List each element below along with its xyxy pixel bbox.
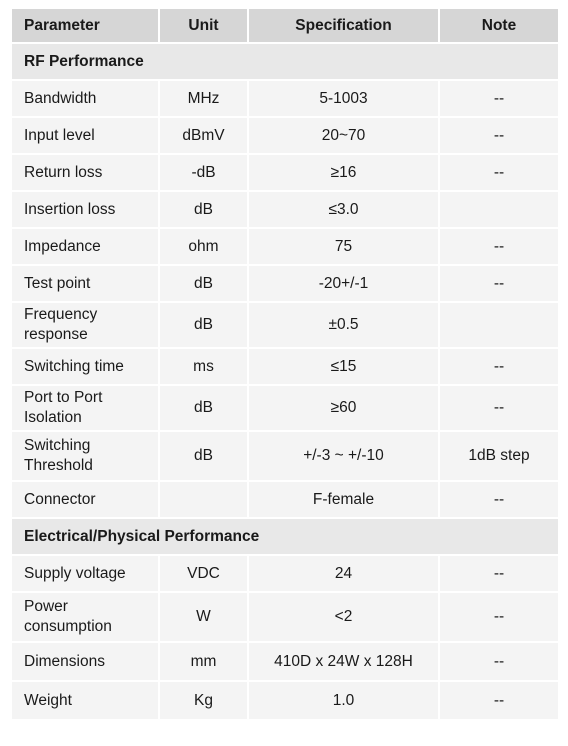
cell-parameter: Bandwidth xyxy=(11,80,159,117)
section-title: RF Performance xyxy=(11,43,559,80)
cell-unit: -dB xyxy=(159,154,248,191)
cell-note: -- xyxy=(439,385,559,431)
cell-unit: dB xyxy=(159,431,248,481)
cell-note: -- xyxy=(439,592,559,642)
table-row xyxy=(11,481,559,518)
cell-specification: 5-1003 xyxy=(248,80,439,117)
cell-specification: 410D x 24W x 128H xyxy=(248,642,439,681)
table-row xyxy=(11,592,559,642)
header-specification: Specification xyxy=(248,8,439,43)
cell-parameter: Weight xyxy=(11,681,159,720)
cell-specification: 20~70 xyxy=(248,117,439,154)
cell-specification: ±0.5 xyxy=(248,302,439,348)
cell-parameter: Frequency response xyxy=(11,302,159,348)
cell-note: -- xyxy=(439,481,559,518)
cell-note: -- xyxy=(439,681,559,720)
table-row xyxy=(11,385,559,431)
table-row xyxy=(11,681,559,720)
cell-note: -- xyxy=(439,265,559,302)
cell-unit: dB xyxy=(159,265,248,302)
cell-unit: dB xyxy=(159,302,248,348)
table-row xyxy=(11,154,559,191)
cell-parameter: Port to Port Isolation xyxy=(11,385,159,431)
table-row xyxy=(11,265,559,302)
table-row xyxy=(11,555,559,592)
cell-note: 1dB step xyxy=(439,431,559,481)
cell-note: -- xyxy=(439,80,559,117)
cell-parameter: Supply voltage xyxy=(11,555,159,592)
cell-specification: 1.0 xyxy=(248,681,439,720)
cell-specification: ≤3.0 xyxy=(248,191,439,228)
cell-note xyxy=(439,302,559,348)
cell-specification: +/-3 ~ +/-10 xyxy=(248,431,439,481)
table-row xyxy=(11,348,559,385)
cell-parameter: Power consumption xyxy=(11,592,159,642)
cell-unit: Kg xyxy=(159,681,248,720)
table-row xyxy=(11,302,559,348)
cell-parameter: Switching time xyxy=(11,348,159,385)
cell-parameter: Connector xyxy=(11,481,159,518)
cell-parameter: Input level xyxy=(11,117,159,154)
table-row xyxy=(11,228,559,265)
cell-unit: ms xyxy=(159,348,248,385)
table-row xyxy=(11,431,559,481)
cell-unit: W xyxy=(159,592,248,642)
cell-unit: VDC xyxy=(159,555,248,592)
cell-unit: dBmV xyxy=(159,117,248,154)
specification-table xyxy=(10,7,560,721)
cell-unit: mm xyxy=(159,642,248,681)
cell-unit: MHz xyxy=(159,80,248,117)
cell-parameter: Dimensions xyxy=(11,642,159,681)
cell-parameter: Insertion loss xyxy=(11,191,159,228)
cell-note: -- xyxy=(439,348,559,385)
cell-note: -- xyxy=(439,117,559,154)
cell-specification: ≥60 xyxy=(248,385,439,431)
cell-note xyxy=(439,191,559,228)
section-row-electrical-physical-performance xyxy=(11,518,559,555)
header-parameter: Parameter xyxy=(11,8,159,43)
cell-specification: ≥16 xyxy=(248,154,439,191)
cell-note: -- xyxy=(439,154,559,191)
header-row xyxy=(11,8,559,43)
table-row xyxy=(11,80,559,117)
section-title: Electrical/Physical Performance xyxy=(11,518,559,555)
section-row-rf-performance xyxy=(11,43,559,80)
cell-specification: 24 xyxy=(248,555,439,592)
spec-table-container xyxy=(10,7,558,721)
cell-specification: <2 xyxy=(248,592,439,642)
cell-specification: 75 xyxy=(248,228,439,265)
cell-unit: dB xyxy=(159,191,248,228)
header-note: Note xyxy=(439,8,559,43)
cell-note: -- xyxy=(439,642,559,681)
table-row xyxy=(11,117,559,154)
cell-parameter: Return loss xyxy=(11,154,159,191)
table-row xyxy=(11,191,559,228)
cell-note: -- xyxy=(439,228,559,265)
cell-specification: F-female xyxy=(248,481,439,518)
cell-note: -- xyxy=(439,555,559,592)
header-unit: Unit xyxy=(159,8,248,43)
cell-parameter: Test point xyxy=(11,265,159,302)
cell-parameter: Impedance xyxy=(11,228,159,265)
cell-unit xyxy=(159,481,248,518)
cell-unit: dB xyxy=(159,385,248,431)
table-row xyxy=(11,642,559,681)
cell-specification: ≤15 xyxy=(248,348,439,385)
cell-parameter: Switching Threshold xyxy=(11,431,159,481)
cell-specification: -20+/-1 xyxy=(248,265,439,302)
cell-unit: ohm xyxy=(159,228,248,265)
